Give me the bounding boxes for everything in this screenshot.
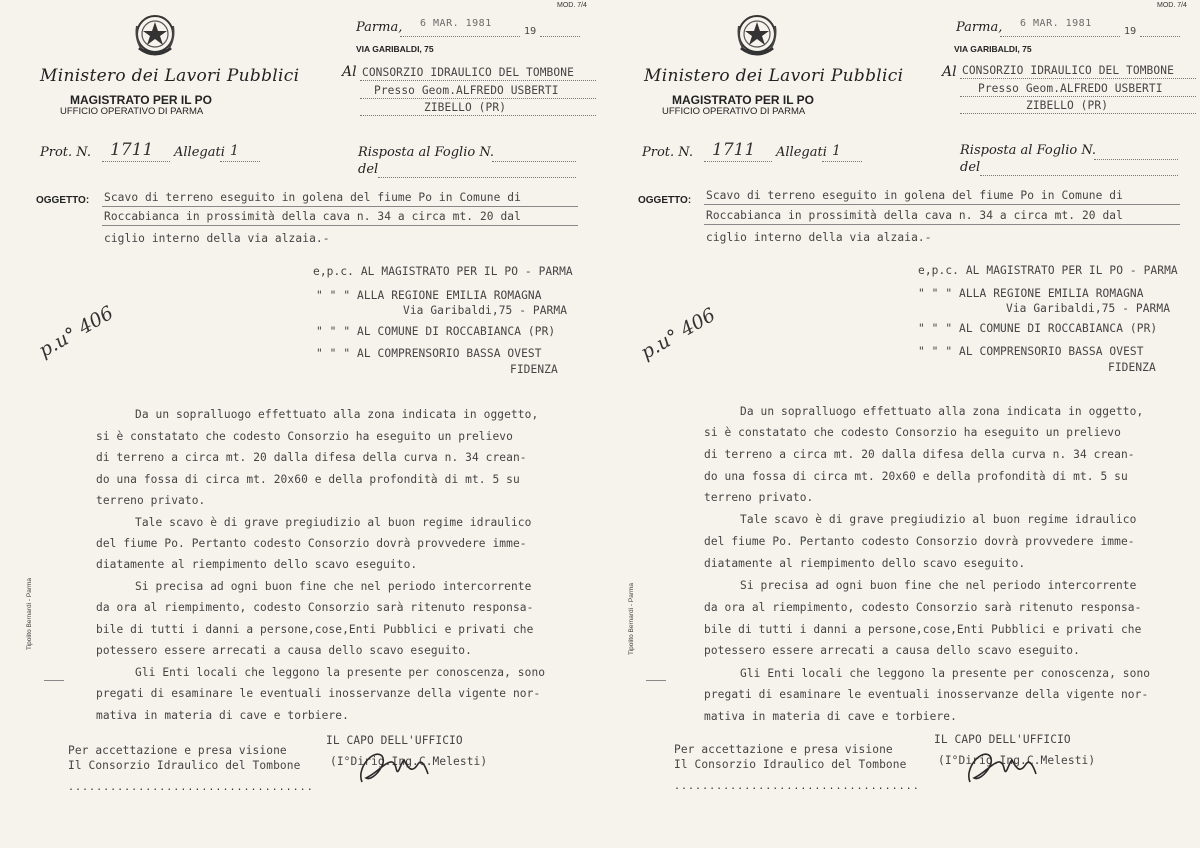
body-line-10: da ora al riempimento, codesto Consorzio sarà ritenuto responsa- bbox=[704, 601, 1142, 614]
body-line-10: da ora al riempimento, codesto Consorzio sarà ritenuto responsa- bbox=[96, 601, 534, 614]
accept-line-2: Il Consorzio Idraulico del Tombone bbox=[674, 758, 907, 771]
recipient-dotline-3 bbox=[960, 113, 1196, 114]
recipient-line-3: ZIBELLO (PR) bbox=[1026, 99, 1109, 112]
city-label: Parma, bbox=[356, 20, 403, 35]
accept-line-1: Per accettazione e presa visione bbox=[68, 744, 287, 757]
body-line-6: Tale scavo è di grave pregiudizio al buon regime idraulico bbox=[135, 516, 532, 529]
cc-line-1: e,p.c. AL MAGISTRATO PER IL PO - PARMA bbox=[313, 265, 573, 278]
oggetto-line-1: Scavo di terreno eseguito in golena del fiume Po in Comune di bbox=[706, 189, 1123, 202]
body-line-15: mativa in materia di cave e torbiere. bbox=[704, 710, 957, 723]
printer-mark: Tipolito Bernardi - Parma bbox=[628, 582, 635, 655]
del-label: del bbox=[358, 162, 379, 177]
oggetto-line-3: ciglio interno della via alzaia.- bbox=[104, 232, 330, 245]
magistrato-heading: MAGISTRATO PER IL PO bbox=[672, 93, 815, 107]
capo-title: IL CAPO DELL'UFFICIO bbox=[326, 734, 463, 747]
body-line-14: pregati di esaminare le eventuali inosservanze della vigente nor- bbox=[96, 687, 541, 700]
date-dotline bbox=[1000, 36, 1120, 37]
cc-line-2: " " " ALLA REGIONE EMILIA ROMAGNA bbox=[918, 287, 1144, 300]
oggetto-line-3: ciglio interno della via alzaia.- bbox=[706, 231, 932, 244]
recipient-line-2: Presso Geom.ALFREDO USBERTI bbox=[978, 82, 1163, 95]
cc-line-6: FIDENZA bbox=[510, 363, 558, 376]
body-line-13: Gli Enti locali che leggono la presente per conoscenza, sono bbox=[740, 667, 1151, 680]
magistrato-heading: MAGISTRATO PER IL PO bbox=[70, 93, 213, 107]
body-line-14: pregati di esaminare le eventuali inosservanze della vigente nor- bbox=[704, 688, 1149, 701]
fold-mark bbox=[44, 680, 64, 681]
accept-line-2: Il Consorzio Idraulico del Tombone bbox=[68, 759, 301, 772]
year-prefix: 19 bbox=[1124, 26, 1137, 37]
ufficio-heading: UFFICIO OPERATIVO DI PARMA bbox=[60, 106, 204, 117]
signature-icon bbox=[352, 738, 432, 794]
allegati-dotline bbox=[220, 161, 260, 162]
body-line-8: diatamente al riempimento dello scavo eseguito. bbox=[704, 557, 1026, 570]
ufficio-heading: UFFICIO OPERATIVO DI PARMA bbox=[662, 106, 806, 117]
cc-line-5: " " " AL COMPRENSORIO BASSA OVEST bbox=[918, 345, 1144, 358]
capo-title: IL CAPO DELL'UFFICIO bbox=[934, 733, 1071, 746]
accept-signature-dots: ................................... bbox=[68, 782, 314, 793]
form-code: MOD. 7/4 bbox=[557, 2, 587, 9]
cc-line-2: " " " ALLA REGIONE EMILIA ROMAGNA bbox=[316, 289, 542, 302]
oggetto-rule-1 bbox=[704, 204, 1180, 205]
printer-mark: Tipolito Bernardi - Parma bbox=[26, 577, 33, 650]
del-label: del bbox=[960, 160, 981, 175]
body-line-7: del fiume Po. Pertanto codesto Consorzio dovrà provvedere imme- bbox=[704, 535, 1135, 548]
body-line-3: di terreno a circa mt. 20 dalla difesa della curva n. 34 crean- bbox=[96, 451, 527, 464]
year-dotline bbox=[1140, 36, 1180, 37]
body-line-11: bile di tutti i danni a persone,cose,Enti Pubblici e privati che bbox=[704, 623, 1142, 636]
risposta-label: Risposta al Foglio N. bbox=[960, 143, 1096, 158]
recipient-line-3: ZIBELLO (PR) bbox=[424, 101, 507, 114]
body-line-9: Si precisa ad ogni buon fine che nel periodo intercorrente bbox=[135, 580, 532, 593]
ministry-name: Ministero dei Lavori Pubblici bbox=[644, 66, 904, 86]
signer-name: (I°Dirig.Ing.C.Melesti) bbox=[330, 755, 488, 768]
allegati-number: 1 bbox=[832, 143, 841, 159]
oggetto-line-1: Scavo di terreno eseguito in golena del fiume Po in Comune di bbox=[104, 191, 521, 204]
body-line-4: do una fossa di circa mt. 20x60 e della profondità di mt. 5 su bbox=[96, 473, 520, 486]
year-dotline bbox=[540, 36, 580, 37]
recipient-dotline-3 bbox=[360, 115, 596, 116]
oggetto-rule-2 bbox=[102, 225, 578, 226]
del-dotline bbox=[378, 177, 576, 178]
cc-line-3: Via Garibaldi,75 - PARMA bbox=[403, 304, 568, 317]
body-line-4: do una fossa di circa mt. 20x60 e della profondità di mt. 5 su bbox=[704, 470, 1128, 483]
year-prefix: 19 bbox=[524, 26, 537, 37]
oggetto-label: OGGETTO: bbox=[638, 195, 692, 206]
fold-mark bbox=[646, 680, 666, 681]
prot-label: Prot. N. bbox=[642, 145, 693, 160]
risposta-dotline bbox=[492, 161, 576, 162]
date-dotline bbox=[400, 36, 520, 37]
prot-number: 1711 bbox=[712, 140, 756, 160]
prot-number: 1711 bbox=[110, 140, 154, 160]
recipient-dotline-2 bbox=[960, 96, 1196, 97]
oggetto-line-2: Roccabianca in prossimità della cava n. 34 a circa mt. 20 dal bbox=[104, 210, 521, 223]
office-address: VIA GARIBALDI, 75 bbox=[954, 44, 1032, 54]
body-line-9: Si precisa ad ogni buon fine che nel periodo intercorrente bbox=[740, 579, 1137, 592]
signature-icon bbox=[960, 738, 1040, 794]
city-label: Parma, bbox=[956, 20, 1003, 35]
body-line-15: mativa in materia di cave e torbiere. bbox=[96, 709, 349, 722]
oggetto-rule-2 bbox=[704, 224, 1180, 225]
allegati-label: Allegati bbox=[776, 145, 827, 160]
cc-line-4: " " " AL COMUNE DI ROCCABIANCA (PR) bbox=[316, 325, 556, 338]
prot-label: Prot. N. bbox=[40, 145, 91, 160]
recipient-line-1: CONSORZIO IDRAULICO DEL TOMBONE bbox=[362, 66, 574, 79]
body-line-2: si è constatato che codesto Consorzio ha eseguito un prelievo bbox=[704, 426, 1121, 439]
accept-line-1: Per accettazione e presa visione bbox=[674, 743, 893, 756]
body-line-8: diatamente al riempimento dello scavo eseguito. bbox=[96, 558, 418, 571]
body-line-12: potessero essere arrecati a causa dello scavo eseguito. bbox=[704, 644, 1080, 657]
allegati-label: Allegati bbox=[174, 145, 225, 160]
body-line-7: del fiume Po. Pertanto codesto Consorzio dovrà provvedere imme- bbox=[96, 537, 527, 550]
allegati-number: 1 bbox=[230, 143, 239, 159]
ministry-name: Ministero dei Lavori Pubblici bbox=[40, 66, 300, 86]
prot-dotline bbox=[704, 161, 772, 162]
body-line-13: Gli Enti locali che leggono la presente per conoscenza, sono bbox=[135, 666, 546, 679]
accept-signature-dots: ................................... bbox=[674, 781, 920, 792]
allegati-dotline bbox=[822, 161, 862, 162]
body-line-5: terreno privato. bbox=[96, 494, 206, 507]
italian-emblem-icon bbox=[133, 8, 177, 62]
oggetto-label: OGGETTO: bbox=[36, 195, 90, 206]
body-line-11: bile di tutti i danni a persone,cose,Enti Pubblici e privati che bbox=[96, 623, 534, 636]
body-line-1: Da un sopralluogo effettuato alla zona indicata in oggetto, bbox=[740, 405, 1144, 418]
prot-dotline bbox=[102, 161, 170, 162]
body-line-5: terreno privato. bbox=[704, 491, 814, 504]
letter-page-right bbox=[600, 0, 1200, 848]
body-line-3: di terreno a circa mt. 20 dalla difesa della curva n. 34 crean- bbox=[704, 448, 1135, 461]
office-address: VIA GARIBALDI, 75 bbox=[356, 44, 434, 54]
recipient-dotline-1 bbox=[360, 80, 596, 81]
oggetto-line-2: Roccabianca in prossimità della cava n. 34 a circa mt. 20 dal bbox=[706, 209, 1123, 222]
del-dotline bbox=[980, 175, 1178, 176]
handwritten-reference: p.u° 406 bbox=[637, 303, 720, 364]
al-label: Al bbox=[942, 64, 957, 80]
risposta-label: Risposta al Foglio N. bbox=[358, 145, 494, 160]
recipient-dotline-2 bbox=[360, 98, 596, 99]
al-label: Al bbox=[342, 64, 357, 80]
body-line-2: si è constatato che codesto Consorzio ha eseguito un prelievo bbox=[96, 430, 513, 443]
cc-line-4: " " " AL COMUNE DI ROCCABIANCA (PR) bbox=[918, 322, 1158, 335]
recipient-line-1: CONSORZIO IDRAULICO DEL TOMBONE bbox=[962, 64, 1174, 77]
date-stamp: 6 MAR. 1981 bbox=[420, 18, 492, 29]
cc-line-6: FIDENZA bbox=[1108, 361, 1156, 374]
body-line-1: Da un sopralluogo effettuato alla zona indicata in oggetto, bbox=[135, 408, 539, 421]
risposta-dotline bbox=[1094, 159, 1178, 160]
italian-emblem-icon bbox=[735, 8, 779, 62]
oggetto-rule-1 bbox=[102, 206, 578, 207]
recipient-dotline-1 bbox=[960, 78, 1196, 79]
date-stamp: 6 MAR. 1981 bbox=[1020, 18, 1092, 29]
signer-name: (I°Dirig.Ing.C.Melesti) bbox=[938, 754, 1096, 767]
body-line-6: Tale scavo è di grave pregiudizio al buon regime idraulico bbox=[740, 513, 1137, 526]
form-code: MOD. 7/4 bbox=[1157, 2, 1187, 9]
cc-line-5: " " " AL COMPRENSORIO BASSA OVEST bbox=[316, 347, 542, 360]
cc-line-3: Via Garibaldi,75 - PARMA bbox=[1006, 302, 1171, 315]
cc-line-1: e,p.c. AL MAGISTRATO PER IL PO - PARMA bbox=[918, 264, 1178, 277]
body-line-12: potessero essere arrecati a causa dello scavo eseguito. bbox=[96, 644, 472, 657]
handwritten-reference: p.u° 406 bbox=[35, 301, 118, 362]
recipient-line-2: Presso Geom.ALFREDO USBERTI bbox=[374, 84, 559, 97]
